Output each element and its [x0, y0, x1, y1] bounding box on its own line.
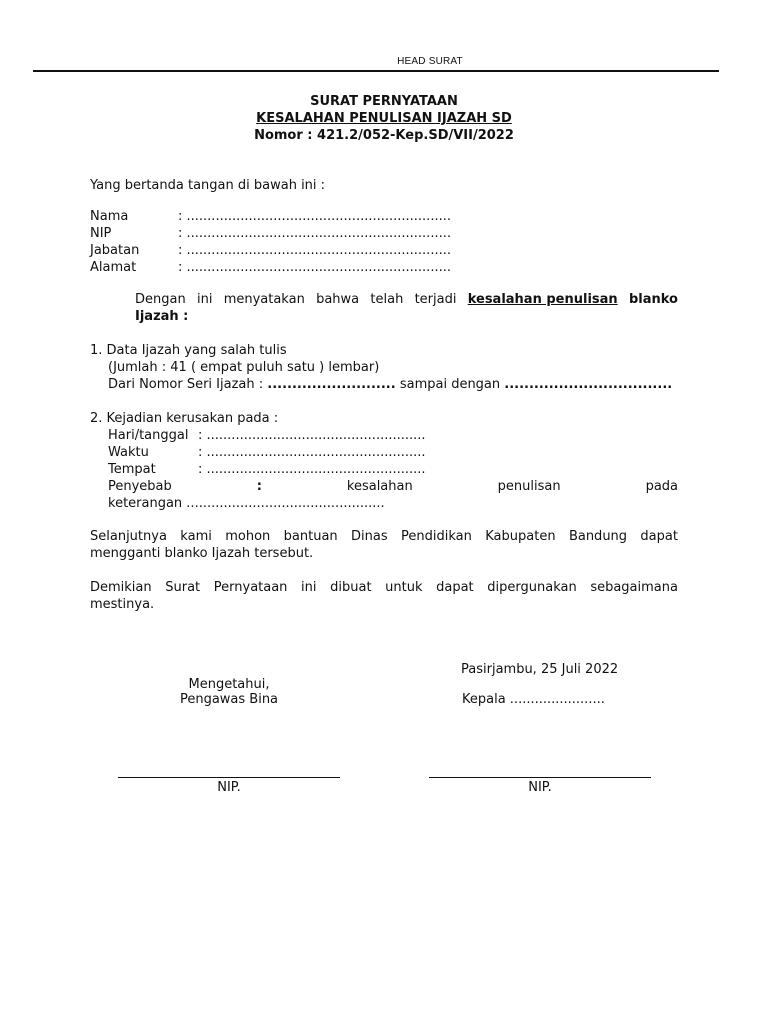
statement-line-2: Ijazah : — [135, 309, 189, 324]
penyebab-colon: : — [256, 479, 262, 494]
left-nip: NIP. — [217, 780, 241, 795]
field-label-jabatan: Jabatan — [90, 243, 140, 258]
field-value-jabatan: : ................................................................ — [178, 243, 451, 258]
section2-penyebab-line — [108, 479, 678, 494]
paragraph-word: sebagaimana — [590, 580, 678, 595]
right-nip: NIP. — [528, 780, 552, 795]
paragraph-word: Pendidikan — [401, 529, 472, 544]
statement-emphasis: kesalahan penulisan — [467, 292, 618, 307]
paragraph-word: Surat — [165, 580, 201, 595]
paragraph-word: bantuan — [283, 529, 338, 544]
paragraph2-line-1 — [90, 580, 678, 595]
paragraph-word: ini — [301, 580, 317, 595]
section2-value-waktu: : ..................................................... — [198, 445, 426, 460]
place-date: Pasirjambu, 25 Juli 2022 — [461, 662, 619, 677]
document-title: SURAT PERNYATAAN — [310, 94, 458, 109]
section1-jumlah: (Jumlah : 41 ( empat puluh satu ) lembar) — [108, 360, 380, 375]
section2-value-tempat: : ..................................................... — [198, 462, 426, 477]
field-label-nip: NIP — [90, 226, 112, 241]
paragraph-word: dapat — [436, 580, 474, 595]
statement-word: Dengan — [135, 292, 186, 307]
seri-label: Dari Nomor Seri Ijazah : — [108, 377, 264, 392]
paragraph-word: dapat — [640, 529, 678, 544]
section1-heading: 1. Data Ijazah yang salah tulis — [90, 343, 287, 358]
field-value-nip: : ................................................................ — [178, 226, 451, 241]
field-label-nama: Nama — [90, 209, 129, 224]
paragraph-word: Demikian — [90, 580, 152, 595]
field-value-alamat: : ................................................................ — [178, 260, 451, 275]
penyebab-word: kesalahan — [346, 479, 413, 494]
head-surat-label: HEAD SURAT — [397, 56, 463, 67]
section2-keterangan: keterangan ................................................ — [108, 496, 385, 511]
statement-word: terjadi — [414, 292, 457, 307]
statement-line-1 — [135, 292, 678, 307]
field-value-nama: : ................................................................ — [178, 209, 451, 224]
seri-to: .................................. — [504, 377, 673, 392]
header-rule — [33, 70, 719, 72]
left-signer-role: Pengawas Bina — [179, 692, 279, 707]
section2-label-hari: Hari/tanggal — [108, 428, 189, 443]
penyebab-word: pada — [645, 479, 678, 494]
document-subtitle-wrap — [0, 111, 768, 126]
statement-word: bahwa — [316, 292, 360, 307]
statement-word: menyatakan — [223, 292, 305, 307]
right-signature-line — [429, 777, 651, 778]
paragraph-word: Bandung — [568, 529, 628, 544]
paragraph1-line-2: mengganti blanko Ijazah tersebut. — [90, 546, 314, 561]
paragraph2-line-2: mestinya. — [90, 597, 155, 612]
paragraph1-line-1 — [90, 529, 678, 544]
paragraph-word: Selanjutnya — [90, 529, 167, 544]
statement-word: telah — [370, 292, 404, 307]
field-label-alamat: Alamat — [90, 260, 137, 275]
paragraph-word: dipergunakan — [487, 580, 577, 595]
left-signature-line — [118, 777, 340, 778]
right-signer-role: Kepala ....................... — [462, 692, 605, 707]
section2-heading — [90, 411, 278, 426]
document-subtitle: KESALAHAN PENULISAN IJAZAH SD — [256, 111, 512, 126]
statement-word: ini — [196, 292, 213, 307]
left-signer-title: Mengetahui, — [188, 677, 270, 692]
paragraph-word: dibuat — [330, 580, 372, 595]
intro-text: Yang bertanda tangan di bawah ini : — [90, 178, 326, 193]
section2-label-tempat: Tempat — [108, 462, 156, 477]
paragraph-word: Kabupaten — [485, 529, 556, 544]
section1-seri-row — [108, 377, 672, 392]
statement-word-blanko: blanko — [628, 292, 678, 307]
section2-heading-text: 2. Kejadian kerusakan pada : — [90, 411, 279, 426]
seri-from: .......................... — [267, 377, 396, 392]
section2-value-hari: : ..................................................... — [198, 428, 426, 443]
seri-mid: sampai dengan — [399, 377, 501, 392]
paragraph-word: mohon — [225, 529, 271, 544]
paragraph-word: kami — [180, 529, 212, 544]
penyebab-word: penulisan — [497, 479, 561, 494]
document-number: Nomor : 421.2/052-Kep.SD/VII/2022 — [254, 128, 514, 143]
paragraph-word: Pernyataan — [213, 580, 288, 595]
paragraph-word: Dinas — [351, 529, 388, 544]
penyebab-word: Penyebab — [108, 479, 172, 494]
paragraph-word: untuk — [385, 580, 423, 595]
section2-label-waktu: Waktu — [108, 445, 149, 460]
